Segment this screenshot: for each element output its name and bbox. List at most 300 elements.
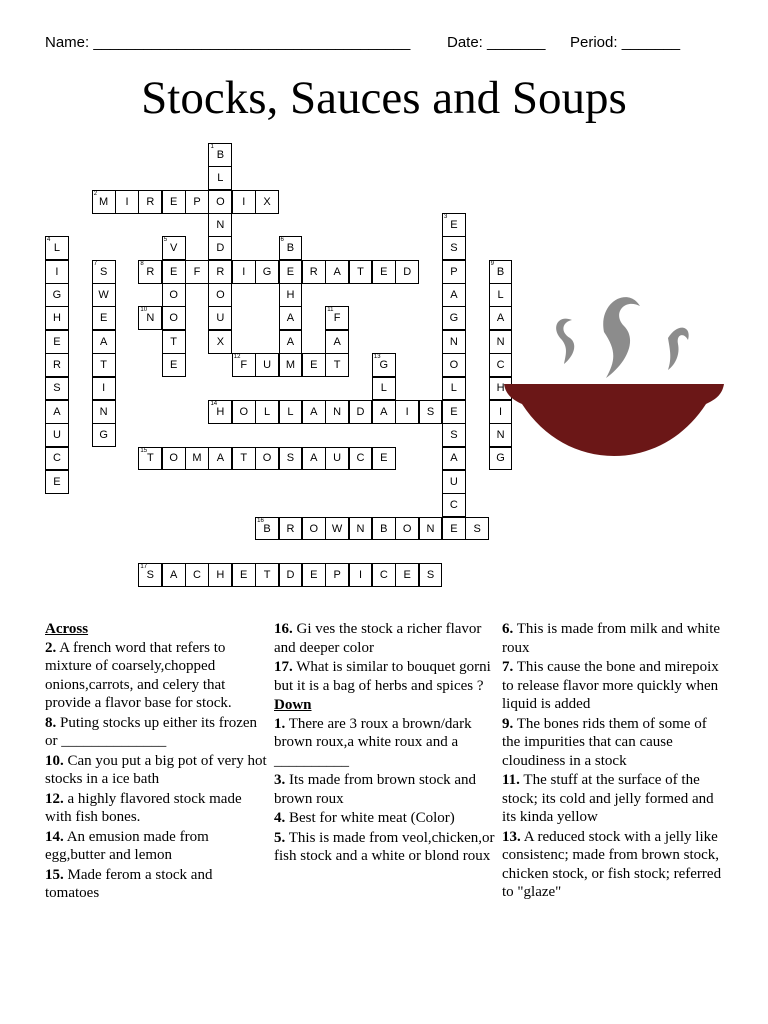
crossword-cell[interactable] [325, 353, 349, 377]
cell-letter: P [333, 569, 341, 582]
crossword-cell[interactable] [349, 260, 373, 284]
cell-letter: I [102, 382, 106, 395]
crossword-cell[interactable] [419, 517, 443, 541]
crossword-cell[interactable] [442, 400, 466, 424]
cell-letter: E [286, 265, 295, 278]
crossword-cell[interactable] [372, 563, 396, 587]
cell-letter: M [99, 195, 109, 208]
cell-letter: E [450, 405, 458, 418]
clue-down-6 [502, 620, 724, 657]
crossword-cell[interactable] [349, 517, 373, 541]
crossword-cell[interactable] [442, 517, 466, 541]
cell-letter: E [240, 569, 248, 582]
crossword-cell[interactable] [185, 190, 209, 214]
cell-letter: W [98, 289, 109, 302]
clue-down-13 [502, 828, 724, 902]
crossword-cell[interactable] [92, 190, 116, 214]
cell-letter: E [53, 335, 61, 348]
crossword-cell[interactable] [232, 563, 256, 587]
crossword-cell[interactable] [45, 423, 69, 447]
cell-letter: O [402, 522, 412, 535]
cell-letter: L [380, 382, 387, 395]
clue-number: 5. [274, 829, 286, 846]
cell-letter: A [450, 452, 458, 465]
cell-letter: N [99, 405, 108, 418]
cell-letter: F [193, 265, 201, 278]
cell-letter: M [192, 452, 202, 465]
crossword-cell[interactable] [279, 353, 303, 377]
crossword-cell[interactable] [45, 236, 69, 260]
crossword-cell[interactable] [325, 330, 349, 354]
crossword-cell[interactable] [255, 353, 279, 377]
cell-letter: L [53, 242, 60, 255]
clue-text: Gi ves the stock a richer flavor and deeper color [274, 621, 482, 656]
clue-number: 2. [45, 639, 57, 656]
cell-letter: S [426, 569, 435, 582]
cell-number: 6 [280, 237, 284, 244]
crossword-cell[interactable] [45, 330, 69, 354]
clue-text: a highly flavored stock made with fish bones. [45, 790, 242, 825]
cell-letter: E [170, 195, 178, 208]
cell-letter: U [333, 452, 342, 465]
cell-letter: U [449, 475, 458, 488]
crossword-cell[interactable] [325, 517, 349, 541]
crossword-cell[interactable] [395, 400, 419, 424]
clue-down-5 [274, 829, 496, 866]
bowl-body [504, 384, 724, 456]
crossword-cell[interactable] [325, 260, 349, 284]
cell-letter: H [496, 382, 505, 395]
crossword-cell[interactable] [232, 260, 256, 284]
crossword-cell[interactable] [442, 283, 466, 307]
cell-letter: W [331, 522, 343, 535]
cell-number: 9 [490, 260, 494, 267]
crossword-cell[interactable] [92, 306, 116, 330]
cell-letter: A [170, 569, 178, 582]
clue-down-7 [502, 658, 724, 714]
clue-down-1 [274, 715, 496, 771]
clue-text: A reduced stock with a jelly like consistenc; made from brown stock, chicken stock, or fish stock; referred to "glaze" [502, 828, 722, 900]
cell-letter: O [239, 405, 248, 418]
crossword-cell[interactable] [45, 353, 69, 377]
crossword-cell[interactable] [92, 400, 116, 424]
crossword-cell[interactable] [442, 447, 466, 471]
clues-column-3 [502, 620, 724, 903]
crossword-cell[interactable] [442, 260, 466, 284]
crossword-cell[interactable] [138, 447, 162, 471]
cell-letter: N [496, 335, 505, 348]
crossword-cell[interactable] [185, 260, 209, 284]
cell-letter: F [240, 359, 248, 372]
clue-number: 11. [502, 772, 520, 788]
period-label: Period: [570, 34, 618, 51]
cell-letter: A [286, 335, 295, 348]
crossword-cell[interactable] [138, 190, 162, 214]
cell-letter: H [216, 405, 225, 418]
crossword-cell[interactable] [185, 447, 209, 471]
crossword-cell[interactable] [45, 283, 69, 307]
crossword-cell[interactable] [208, 166, 232, 190]
cell-letter: C [52, 452, 61, 465]
clue-down-9 [502, 715, 724, 771]
cell-letter: G [52, 289, 62, 302]
crossword-cell[interactable] [45, 260, 69, 284]
cell-letter: A [53, 405, 61, 418]
clue-number: 7. [502, 659, 514, 675]
crossword-cell[interactable] [395, 260, 419, 284]
clue-across-14 [45, 828, 267, 865]
crossword-cell[interactable] [232, 190, 256, 214]
cell-letter: T [357, 265, 364, 278]
crossword-cell[interactable] [279, 330, 303, 354]
cell-letter: L [450, 382, 457, 395]
cell-letter: I [55, 265, 59, 278]
crossword-cell[interactable] [92, 330, 116, 354]
cell-letter: X [263, 195, 271, 208]
clue-across-2 [45, 639, 267, 713]
cell-letter: G [496, 452, 505, 465]
cell-letter: O [449, 359, 459, 372]
crossword-cell[interactable] [442, 377, 466, 401]
cell-letter: R [309, 265, 318, 278]
crossword-cell[interactable] [208, 563, 232, 587]
across-heading: Across [45, 621, 89, 637]
crossword-cell[interactable] [255, 190, 279, 214]
crossword-cell[interactable] [349, 447, 373, 471]
cell-letter: N [449, 335, 458, 348]
crossword-cell[interactable] [45, 400, 69, 424]
crossword-cell[interactable] [208, 283, 232, 307]
crossword-cell[interactable] [442, 330, 466, 354]
clue-across-16 [274, 620, 496, 657]
clue-text: Puting stocks up either its frozen or ______________ [45, 714, 258, 749]
crossword-cell[interactable] [325, 563, 349, 587]
cell-letter: H [286, 289, 295, 302]
cell-letter: E [450, 522, 458, 535]
clue-down-11 [502, 771, 724, 827]
crossword-cell[interactable] [372, 517, 396, 541]
cell-letter: E [380, 452, 388, 465]
cell-letter: G [262, 265, 272, 278]
crossword-cell[interactable] [232, 353, 256, 377]
cell-letter: S [146, 569, 154, 582]
crossword-cell[interactable] [232, 400, 256, 424]
crossword-cell[interactable] [279, 283, 303, 307]
crossword-cell[interactable] [208, 400, 232, 424]
cell-letter: T [170, 335, 178, 348]
cell-letter: E [170, 359, 178, 372]
crossword-cell[interactable] [255, 563, 279, 587]
clues-column-1 [45, 620, 267, 904]
crossword-cell[interactable] [302, 353, 326, 377]
crossword-cell[interactable] [349, 563, 373, 587]
cell-letter: R [146, 265, 155, 278]
crossword-cell[interactable] [279, 306, 303, 330]
period-blank: _______ [621, 34, 681, 51]
cell-letter: A [99, 335, 108, 348]
cell-number: 2 [93, 190, 98, 197]
crossword-cell[interactable] [255, 517, 279, 541]
cell-letter: D [286, 569, 295, 582]
clue-text: The stuff at the surface of the stock; its cold and jelly formed and its kinda yellow [502, 772, 714, 825]
crossword-cell[interactable] [45, 470, 69, 494]
cell-letter: T [146, 452, 154, 465]
cell-letter: I [358, 569, 362, 582]
crossword-cell[interactable] [208, 190, 232, 214]
cell-number: 15 [140, 447, 148, 454]
cell-letter: B [380, 522, 388, 535]
cell-letter: V [170, 242, 178, 255]
clue-number: 8. [45, 714, 57, 731]
cell-letter: T [100, 359, 107, 372]
cell-letter: G [99, 429, 108, 442]
crossword-cell[interactable] [279, 400, 303, 424]
crossword-cell[interactable] [185, 563, 209, 587]
crossword-cell[interactable] [395, 517, 419, 541]
crossword-cell[interactable] [138, 563, 162, 587]
crossword-cell[interactable] [92, 377, 116, 401]
cell-number: 16 [257, 517, 264, 524]
clue-number: 4. [274, 810, 286, 826]
crossword-cell[interactable] [302, 260, 326, 284]
cell-letter: P [193, 195, 201, 208]
clue-number: 3. [274, 772, 286, 788]
cell-number: 14 [210, 400, 218, 407]
crossword-cell[interactable] [45, 377, 69, 401]
cell-letter: N [146, 312, 155, 325]
crossword-cell[interactable] [419, 400, 443, 424]
cell-letter: O [216, 289, 225, 302]
cell-letter: S [450, 429, 458, 442]
crossword-cell[interactable] [138, 306, 162, 330]
crossword-cell[interactable] [45, 447, 69, 471]
cell-letter: S [53, 382, 61, 395]
cell-letter: R [286, 522, 295, 535]
cell-letter: B [263, 522, 271, 535]
cell-letter: C [449, 499, 458, 512]
cell-letter: A [496, 312, 505, 325]
cell-letter: O [169, 289, 178, 302]
cell-letter: S [99, 265, 108, 278]
name-label: Name: [45, 34, 90, 51]
cell-letter: I [242, 265, 246, 278]
crossword-cell[interactable] [162, 236, 186, 260]
crossword-cell[interactable] [92, 283, 116, 307]
date-blank: _______ [487, 34, 546, 51]
cell-letter: C [356, 452, 365, 465]
cell-number: 7 [93, 260, 98, 267]
cell-letter: S [473, 522, 481, 535]
cell-letter: A [310, 452, 318, 465]
cell-letter: L [264, 405, 271, 418]
cell-letter: C [193, 569, 201, 582]
crossword-cell[interactable] [162, 563, 186, 587]
crossword-cell[interactable] [279, 447, 303, 471]
cell-letter: E [310, 359, 318, 372]
crossword-cell[interactable] [465, 517, 489, 541]
crossword-cell[interactable] [162, 353, 186, 377]
cell-letter: A [450, 289, 458, 302]
crossword-cell[interactable] [372, 400, 396, 424]
crossword-cell[interactable] [325, 400, 349, 424]
cell-letter: H [216, 569, 225, 582]
cell-letter: C [379, 569, 388, 582]
clue-text: This cause the bone and mirepoix to release flavor more quickly when liquid is added [502, 659, 719, 712]
cell-letter: L [287, 405, 294, 418]
cell-letter: D [216, 242, 225, 255]
cell-number: 11 [327, 307, 334, 314]
crossword-cell[interactable] [442, 306, 466, 330]
clue-across-8 [45, 714, 267, 751]
cell-letter: N [356, 522, 365, 535]
cell-letter: A [216, 452, 225, 465]
crossword-cell[interactable] [302, 400, 326, 424]
crossword-cell[interactable] [255, 400, 279, 424]
cell-letter: A [380, 405, 388, 418]
cell-letter: O [169, 312, 178, 325]
clue-text: A french word that refers to mixture of coarsely,chopped onions,carrots, and celery that provide a flavor base for stock. [45, 639, 232, 711]
clue-text: Its made from brown stock and brown roux [274, 772, 477, 807]
crossword-cell[interactable] [208, 447, 232, 471]
crossword-cell[interactable] [442, 493, 466, 517]
clue-text: This is made from milk and white roux [502, 621, 721, 656]
crossword-cell[interactable] [92, 260, 116, 284]
cell-letter: U [216, 312, 225, 325]
crossword-cell[interactable] [255, 260, 279, 284]
cell-letter: S [286, 452, 295, 465]
crossword-cell[interactable] [162, 306, 186, 330]
cell-number: 4 [47, 237, 51, 244]
cell-letter: O [309, 522, 319, 535]
cell-letter: D [403, 265, 412, 278]
down-heading: Down [274, 697, 312, 713]
cell-letter: B [496, 265, 505, 278]
clue-number: 17. [274, 659, 293, 675]
cell-letter: E [170, 265, 178, 278]
cell-number: 3 [443, 214, 448, 221]
crossword-cell[interactable] [255, 447, 279, 471]
cell-number: 13 [373, 354, 381, 361]
cell-letter: U [52, 429, 61, 442]
cell-letter: N [496, 429, 505, 442]
crossword-cell[interactable] [325, 447, 349, 471]
crossword-cell[interactable] [208, 306, 232, 330]
cell-letter: R [52, 359, 61, 372]
clue-text: An emusion made from egg,butter and lemon [45, 828, 209, 863]
cell-number: 12 [233, 354, 241, 361]
crossword-cell[interactable] [395, 563, 419, 587]
clue-down-3 [274, 771, 496, 808]
clue-text: Can you put a big pot of very hot stocks in a ice bath [45, 752, 267, 787]
crossword-cell[interactable] [372, 377, 396, 401]
cell-letter: R [146, 195, 155, 208]
clue-text: Made ferom a stock and tomatoes [45, 866, 213, 901]
clue-number: 14. [45, 828, 64, 845]
crossword-cell[interactable] [302, 563, 326, 587]
clue-number: 6. [502, 621, 514, 637]
clue-text: Best for white meat (Color) [289, 810, 455, 826]
crossword-cell[interactable] [279, 517, 303, 541]
crossword-cell[interactable] [208, 236, 232, 260]
cell-letter: B [216, 148, 225, 161]
cell-letter: U [263, 359, 272, 372]
crossword-cell[interactable] [372, 353, 396, 377]
cell-letter: T [263, 569, 271, 582]
cell-letter: E [380, 265, 388, 278]
cell-letter: R [216, 265, 225, 278]
crossword-cell[interactable] [162, 283, 186, 307]
cell-letter: E [53, 475, 61, 488]
crossword-cell[interactable] [162, 330, 186, 354]
crossword-cell[interactable] [162, 260, 186, 284]
crossword-cell[interactable] [279, 563, 303, 587]
clue-across-17 [274, 658, 496, 695]
crossword-cell[interactable] [232, 447, 256, 471]
crossword-cell[interactable] [138, 260, 162, 284]
crossword-cell[interactable] [442, 423, 466, 447]
crossword-cell[interactable] [208, 260, 232, 284]
crossword-cell[interactable] [442, 353, 466, 377]
cell-letter: C [496, 359, 505, 372]
crossword-cell[interactable] [162, 447, 186, 471]
cell-letter: O [262, 452, 272, 465]
clue-across-15 [45, 866, 267, 903]
cell-letter: S [450, 242, 458, 255]
cell-letter: T [333, 359, 341, 372]
crossword-cell[interactable] [162, 190, 186, 214]
crossword-cell[interactable] [442, 470, 466, 494]
cell-letter: G [449, 312, 459, 325]
crossword-cell[interactable] [208, 330, 232, 354]
crossword-cell[interactable] [45, 306, 69, 330]
crossword-cell[interactable] [442, 236, 466, 260]
clue-number: 16. [274, 621, 293, 637]
cell-letter: A [333, 265, 341, 278]
crossword-cell[interactable] [302, 447, 326, 471]
crossword-cell[interactable] [208, 213, 232, 237]
crossword-cell[interactable] [325, 306, 349, 330]
crossword-cell[interactable] [419, 563, 443, 587]
steam-icon [556, 297, 689, 378]
crossword-cell[interactable] [279, 260, 303, 284]
cell-letter: I [405, 405, 409, 418]
clue-down-4 [274, 809, 496, 828]
crossword-cell[interactable] [372, 447, 396, 471]
cell-letter: B [286, 242, 295, 255]
clue-text: This is made from veol,chicken,or fish stock and a white or blond roux [274, 829, 495, 864]
clue-number: 9. [502, 715, 514, 732]
crossword-cell[interactable] [302, 517, 326, 541]
crossword-cell[interactable] [279, 236, 303, 260]
clues-column-2 [274, 620, 496, 867]
clue-across-12 [45, 790, 267, 827]
cell-letter: G [379, 359, 389, 372]
crossword-cell[interactable] [115, 190, 139, 214]
crossword-cell[interactable] [442, 213, 466, 237]
crossword-cell[interactable] [92, 353, 116, 377]
crossword-cell[interactable] [92, 423, 116, 447]
cell-number: 10 [140, 307, 148, 314]
clue-number: 10. [45, 752, 64, 769]
crossword-cell[interactable] [349, 400, 373, 424]
cell-letter: E [310, 569, 318, 582]
cell-letter: E [403, 569, 411, 582]
clue-text: What is similar to bouquet gorni but it is a bag of herbs and spices ? [274, 659, 491, 694]
crossword-cell[interactable] [208, 143, 232, 167]
cell-letter: E [450, 218, 458, 231]
page-title: Stocks, Sauces and Soups [141, 72, 627, 124]
crossword-cell[interactable] [372, 260, 396, 284]
